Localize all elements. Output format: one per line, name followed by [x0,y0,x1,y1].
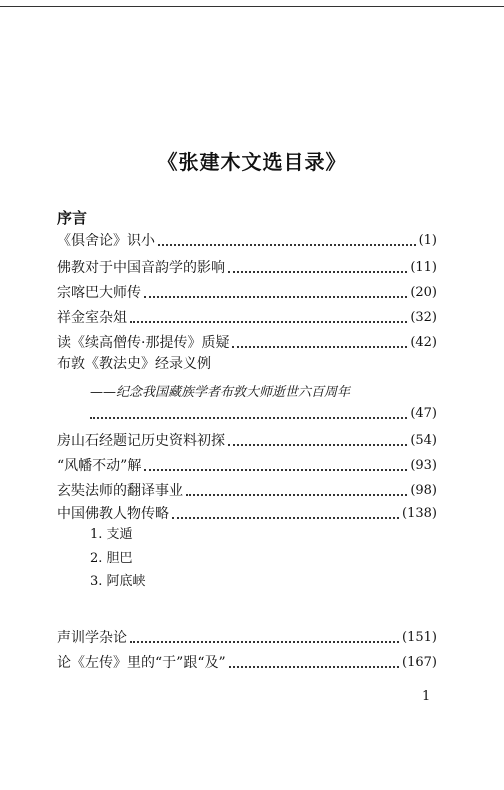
toc-subentry: 2. 胆巴 [90,551,133,566]
dot-leader [232,343,407,348]
toc-subentry: 1. 支遁 [90,527,133,542]
dot-leader [144,293,407,298]
toc-entry [57,306,437,328]
toc-entry-title: 《俱舍论》识小 [57,233,155,249]
toc-entry-page: (151) [402,630,437,645]
dot-leader [229,663,399,668]
toc-entry [57,281,437,303]
toc-entry-page: (138) [402,506,437,521]
toc-entry-title: 布敦《教法史》经录义例 [57,356,211,372]
dot-leader [172,514,399,519]
toc-entry-title: 宗喀巴大师传 [57,285,141,301]
toc-entry-title: 中国佛教人物传略 [57,506,169,522]
page-number: 1 [422,689,431,704]
toc-entry-page: (54) [410,433,437,448]
toc-entry [57,651,437,673]
toc-entry [57,331,437,353]
toc-entry [57,256,437,278]
dot-leader [90,414,407,419]
toc-entry-title: 声训学杂论 [57,630,127,646]
toc-entry-page: (32) [410,310,437,325]
toc-entry-title: 佛教对于中国音韵学的影响 [57,260,225,276]
toc-entry-page: (20) [410,285,437,300]
toc-entry [57,429,437,451]
toc-entry-page: (1) [418,233,437,248]
toc-entry-title: 读《续高僧传·那提传》质疑 [57,335,230,351]
toc-entry-title: 论《左传》里的“于”跟“及” [57,655,226,671]
top-rule [0,6,504,7]
toc-entry-page: (167) [402,655,437,670]
section-heading-preface: 序言 [57,209,88,227]
dot-leader [158,241,416,246]
dot-leader [186,491,407,496]
toc-entry-page: (93) [410,458,437,473]
toc-subentry: 3. 阿底峡 [90,574,146,589]
dot-leader [130,318,407,323]
toc-entry [57,229,437,251]
dot-leader [228,268,407,273]
toc-entry [57,479,437,501]
toc-entry-title: 房山石经题记历史资料初探 [57,433,225,449]
dot-leader [228,441,407,446]
toc-entry [57,402,437,424]
toc-entry [57,454,437,476]
toc-entry [57,502,437,524]
toc-entry-page: (47) [410,406,437,421]
toc-entry-title: 祥金室杂俎 [57,310,127,326]
toc-entry-page: (42) [410,335,437,350]
dot-leader [130,638,399,643]
toc-entry-dedication: ——纪念我国藏族学者布敦大师逝世六百周年 [90,385,351,400]
toc-entry-title: 玄奘法师的翻译事业 [57,483,183,499]
toc-entry-page: (98) [410,483,437,498]
dot-leader [144,466,407,471]
toc-entry-page: (11) [410,260,437,275]
toc-entry [57,626,437,648]
toc-entry-title: “风幡不动”解 [57,458,142,474]
page-title: 《张建木文选目录》 [157,150,347,174]
